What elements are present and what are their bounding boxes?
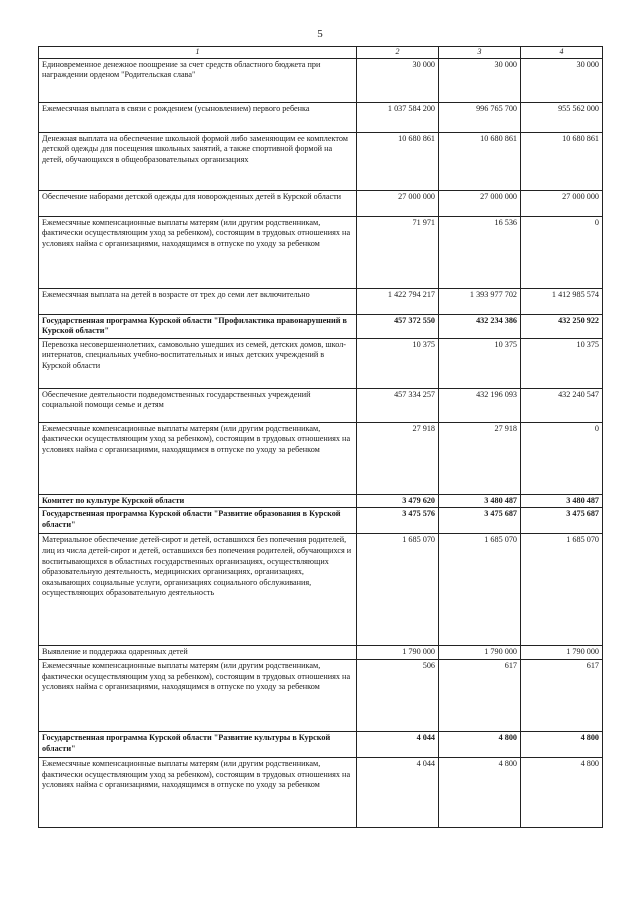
row-value-col3: 432 196 093: [439, 388, 521, 422]
row-value-col4: 432 240 547: [521, 388, 603, 422]
table-row: [39, 190, 603, 216]
row-value-col2: 27 918: [357, 422, 439, 494]
row-name: Перевозка несовершеннолетних, самовольно ушедших из семей, детских домов, школ-интернатов, специальных учебно-воспитательных и иных детских учреждений в Курской области: [39, 338, 357, 388]
row-value-col3: 3 480 487: [439, 494, 521, 508]
row-value-col2: 30 000: [357, 58, 439, 102]
row-name: Государственная программа Курской области "Профилактика правонарушений в Курской области": [39, 314, 357, 338]
row-value-col4: 432 250 922: [521, 314, 603, 338]
row-name: Ежемесячные компенсационные выплаты матерям (или другим родственникам, фактически осуществляющим уход за ребенком), состоящим в трудовых отношениях на условиях найма с организациями, находящимся в отпуске по уходу за ребенком: [39, 216, 357, 288]
table-row: [39, 731, 603, 757]
row-value-col4: 3 475 687: [521, 508, 603, 534]
row-value-col2: 27 000 000: [357, 190, 439, 216]
row-name: Ежемесячные компенсационные выплаты матерям (или другим родственникам, фактически осуществляющим уход за ребенком), состоящим в трудовых отношениях на условиях найма с организациями, находящимся в отпуске по уходу за ребенком: [39, 422, 357, 494]
row-value-col4: 617: [521, 659, 603, 731]
row-value-col3: 10 375: [439, 338, 521, 388]
row-value-col3: 16 536: [439, 216, 521, 288]
row-value-col2: 457 334 257: [357, 388, 439, 422]
row-value-col3: 1 393 977 702: [439, 288, 521, 314]
table-row: [39, 757, 603, 827]
row-value-col4: 0: [521, 422, 603, 494]
row-value-col2: 10 680 861: [357, 132, 439, 190]
column-header-3: 3: [439, 47, 521, 59]
row-value-col3: 4 800: [439, 757, 521, 827]
row-value-col2: 1 422 794 217: [357, 288, 439, 314]
row-value-col3: 27 000 000: [439, 190, 521, 216]
row-value-col2: 3 479 620: [357, 494, 439, 508]
table-row: [39, 314, 603, 338]
row-name: Комитет по культуре Курской области: [39, 494, 357, 508]
table-row: [39, 534, 603, 646]
row-value-col2: 4 044: [357, 731, 439, 757]
table-row: [39, 288, 603, 314]
table-row: [39, 102, 603, 132]
row-name: Денежная выплата на обеспечение школьной формой либо заменяющим ее комплектом детской одежды для посещения школьных занятий, а также спортивной формой на детей, обучающихся в общеобразовательных организациях: [39, 132, 357, 190]
row-value-col2: 4 044: [357, 757, 439, 827]
header-row: [39, 47, 603, 59]
row-value-col4: 955 562 000: [521, 102, 603, 132]
row-name: Ежемесячные компенсационные выплаты матерям (или другим родственникам, фактически осуществляющим уход за ребенком), состоящим в трудовых отношениях на условиях найма с организациями, находящимся в отпуске по уходу за ребенком: [39, 757, 357, 827]
row-value-col2: 1 790 000: [357, 646, 439, 660]
row-value-col2: 457 372 550: [357, 314, 439, 338]
row-value-col3: 30 000: [439, 58, 521, 102]
table-row: [39, 422, 603, 494]
row-value-col3: 996 765 700: [439, 102, 521, 132]
row-name: Выявление и поддержка одаренных детей: [39, 646, 357, 660]
row-value-col4: 27 000 000: [521, 190, 603, 216]
row-value-col2: 1 037 584 200: [357, 102, 439, 132]
row-value-col4: 30 000: [521, 58, 603, 102]
row-name: Обеспечение деятельности подведомственных государственных учреждений социальной помощи семье и детям: [39, 388, 357, 422]
row-name: Государственная программа Курской области "Развитие культуры в Курской области": [39, 731, 357, 757]
row-name: Ежемесячная выплата в связи с рождением (усыновлением) первого ребенка: [39, 102, 357, 132]
table-row: [39, 388, 603, 422]
table-row: [39, 338, 603, 388]
row-value-col3: 617: [439, 659, 521, 731]
table-row: [39, 58, 603, 102]
row-value-col2: 71 971: [357, 216, 439, 288]
row-name: Обеспечение наборами детской одежды для новорожденных детей в Курской области: [39, 190, 357, 216]
row-value-col4: 1 412 985 574: [521, 288, 603, 314]
column-header-2: 2: [357, 47, 439, 59]
row-name: Ежемесячные компенсационные выплаты матерям (или другим родственникам, фактически осуществляющим уход за ребенком), состоящим в трудовых отношениях на условиях найма с организациями, находящимся в отпуске по уходу за ребенком: [39, 659, 357, 731]
row-value-col4: 1 685 070: [521, 534, 603, 646]
row-value-col2: 10 375: [357, 338, 439, 388]
row-value-col4: 10 375: [521, 338, 603, 388]
page-number: 5: [317, 28, 323, 40]
row-value-col3: 27 918: [439, 422, 521, 494]
row-value-col4: 10 680 861: [521, 132, 603, 190]
row-value-col4: 4 800: [521, 757, 603, 827]
row-value-col2: 506: [357, 659, 439, 731]
row-value-col4: 1 790 000: [521, 646, 603, 660]
row-value-col3: 4 800: [439, 731, 521, 757]
row-value-col3: 3 475 687: [439, 508, 521, 534]
row-value-col3: 1 685 070: [439, 534, 521, 646]
row-name: Материальное обеспечение детей-сирот и детей, оставшихся без попечения родителей, лиц из числа детей-сирот и детей, оставшихся без попечения родителей, обучающихся и воспитывающихся в областных государственных организациях, осуществляющих образовательную деятельность, медицинских организациях, организациях, оказывающих социальные услуги, организациях социального обслуживания, осуществляющих образовательную деятельность: [39, 534, 357, 646]
row-value-col2: 1 685 070: [357, 534, 439, 646]
row-value-col4: 3 480 487: [521, 494, 603, 508]
row-name: Единовременное денежное поощрение за счет средств областного бюджета при награждении орденом "Родительская слава": [39, 58, 357, 102]
column-header-1: 1: [39, 47, 357, 59]
table-row: [39, 659, 603, 731]
row-value-col2: 3 475 576: [357, 508, 439, 534]
row-name: Государственная программа Курской области "Развитие образования в Курской области": [39, 508, 357, 534]
budget-table: [38, 46, 603, 828]
row-value-col4: 0: [521, 216, 603, 288]
row-name: Ежемесячная выплата на детей в возрасте от трех до семи лет включительно: [39, 288, 357, 314]
row-value-col4: 4 800: [521, 731, 603, 757]
table-row: [39, 132, 603, 190]
table-row: [39, 508, 603, 534]
row-value-col3: 10 680 861: [439, 132, 521, 190]
table-row: [39, 494, 603, 508]
column-header-4: 4: [521, 47, 603, 59]
table-row: [39, 216, 603, 288]
table-row: [39, 646, 603, 660]
row-value-col3: 1 790 000: [439, 646, 521, 660]
row-value-col3: 432 234 386: [439, 314, 521, 338]
